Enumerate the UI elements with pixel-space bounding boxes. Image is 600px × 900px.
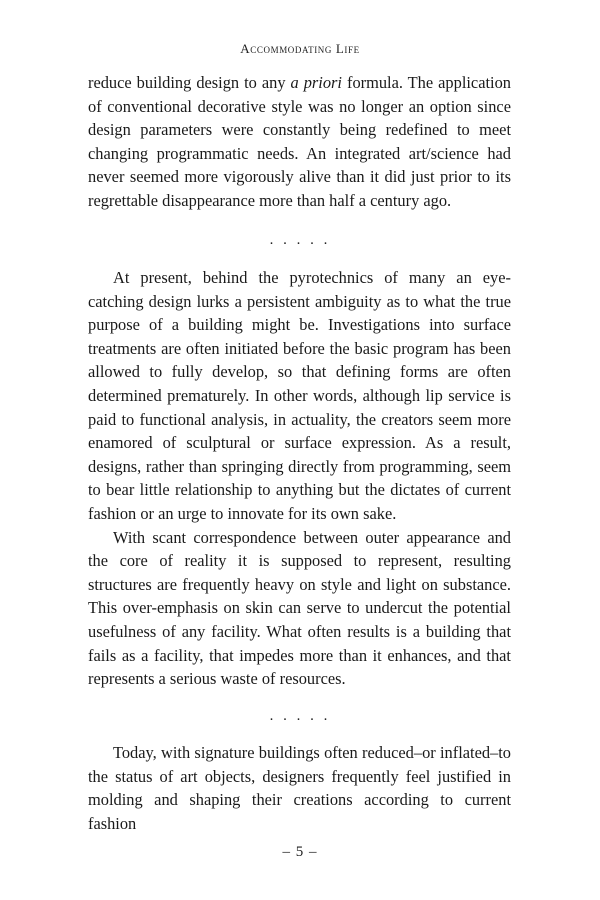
text-run: formula. The application of conventional decorative style was no longer an option since design parameters were constantly being redefined to meet changing programmatic needs. An integrated art/science had never seemed more vigorously alive than it did just prior to its regrettable disappearance more than half a century ago. [88, 73, 511, 210]
italic-term: a priori [290, 73, 342, 92]
text-block-1 [88, 71, 511, 213]
text-block-2 [88, 266, 511, 691]
text-block-3 [88, 741, 511, 835]
section-separator: . . . . . [269, 708, 331, 724]
running-head: Accommodating Life [240, 41, 360, 56]
paragraph: At present, behind the pyrotechnics of many an eye-catching design lurks a persistent ambiguity as to what the true purpose of a building might be. Investigations into surface treatments are often initiated before the basic program has been allowed to fully develop, so that defining forms are often determined prematurely. In other words, although lip service is paid to functional analysis, in actuality, the creators seem more enamored of sculptural or surface expression. As a result, designs, rather than springing directly from programming, seem to bear little relationship to anything but the dictates of current fashion or an urge to innovate for its own sake. [88, 268, 511, 523]
section-separator: . . . . . [269, 232, 331, 248]
text-run: reduce building design to any [88, 73, 291, 92]
paragraph: With scant correspondence between outer appearance and the core of reality it is supposed to represent, resulting structures are frequently heavy on style and light on substance. This over-emphasis on skin can serve to undercut the potential usefulness of any facility. What often results is a building that fails as a facility, that impedes more than it enhances, and that represents a serious waste of resources. [88, 527, 511, 689]
page-number: – 5 – [282, 844, 318, 860]
paragraph [88, 71, 511, 213]
paragraph: Today, with signature buildings often reduced–or inflated–to the status of art objects, designers frequently feel justified in molding and shaping their creations according to current fashion [88, 743, 511, 833]
